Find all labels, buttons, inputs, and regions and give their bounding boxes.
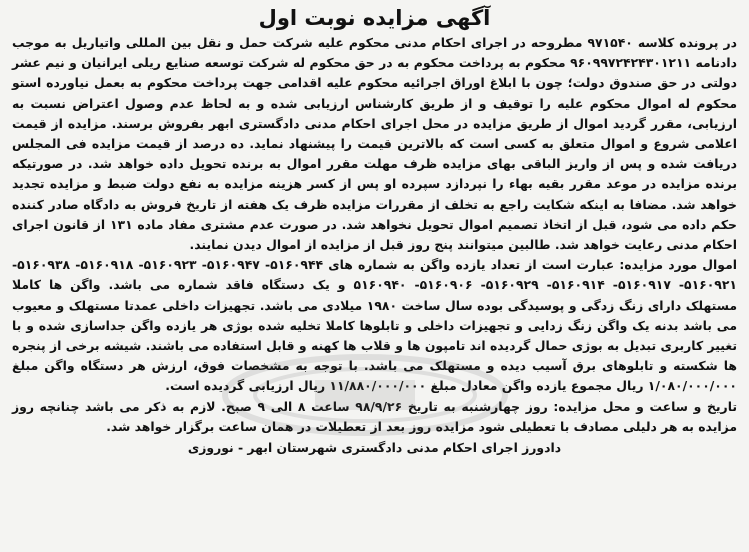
notice-intro: در پرونده کلاسه ۹۷۱۵۴۰ مطروحه در اجرای احکام مدنی محکوم علیه شرکت حمل و نقل بین المللی واتیاریل به موجب دادنامه ۹۶۰۹۹۷۲۴۲۴۳۰۱۲۱۱ محکوم به پرداخت محکوم به در حق محکوم له شرکت توسعه صنایع ریلی ایرانیان و نیم عشر دولتی در حق صندوق دولت؛ چون با ابلاغ اوراق اجرائیه محکوم علیه اقدامی جهت پرداخت محکوم به بعمل نیاورده استو محکوم له اموال محکوم علیه را توقیف و از طریق کارشناس ارزیابی شده و به لحاظ عدم وصول اعتراض نسبت به ارزیابی، مقرر گردید اموال از طریق مزایده در محل اجرای احکام مدنی دادگستری ابهر بفروش برسند. مزایده از قیمت اعلامی شروع و اموال متعلق به کسی است که بالاترین قیمت را پیشنهاد نماید. ده درصد از قیمت مزایده فی المجلس دریافت شده و پس از واریز الباقی بهای مزایده ظرف مهلت مقرر اموال به برنده تحویل داده خواهد شد. در صورتیکه برنده مزایده در موعد مقرر بقیه بهاء را نپردازد سپرده او پس از کسر هزینه مزایده به نفع دولت ضبط و مزایده تجدید خواهد شد. مضافا به اینکه شکایت راجع به تخلف از مقررات مزایده ظرف یک هفته از تاریخ فروش به دادگاه صادر کننده حکم داده می شود، قبل از اتخاذ تصمیم اموال تحویل نخواهد شد. در صورت عدم مشتری مفاد ماده ۱۳۱ از قانون اجرای احکام مدنی رعایت خواهد شد. طالبین میتوانند پنج روز قبل از مزایده از اموال دیدن نمایند. <box>12 35 737 253</box>
notice-title: آگهی مزایده نوبت اول <box>258 6 491 30</box>
date-text: روز چهارشنبه به تاریخ ۹۸/۹/۲۶ ساعت ۸ الی ۹ صبح. لازم به ذکر می باشد چنانچه روز مزایده به هر دلیلی مصادف با تعطیلی شود مزایده روز بعد از تعطیلات در همان ساعت برگزار خواهد شد. <box>12 398 737 434</box>
date-section <box>12 397 737 437</box>
signature-line: دادورز اجرای احکام مدنی دادگستری شهرستان ابهر - نوروزی <box>187 440 562 456</box>
date-label: تاریخ و ساعت و محل مزایده: <box>553 398 737 414</box>
property-label: اموال مورد مزایده: <box>619 257 737 273</box>
property-section <box>12 255 737 396</box>
property-text: عبارت است از تعداد یازده واگن به شماره های ۵۱۶۰۹۴۴- ۵۱۶۰۹۴۷- ۵۱۶۰۹۲۳- ۵۱۶۰۹۱۸- ۵۱۶۰۹۳۸- ۵۱۶۰۹۲۱- ۵۱۶۰۹۱۷- ۵۱۶۰۹۱۴- ۵۱۶۰۹۲۹- ۵۱۶۰۹۰۶- ۵۱۶۰۹۴۰ و یک دستگاه فاقد شماره می باشد. واگن ها کاملا مستهلک دارای زنگ زدگی و پوسیدگی بوده سال ساخت ۱۹۸۰ میلادی می باشد. تجهیزات داخلی عمدتا مستهلک و معیوب می باشد بدنه یک واگن زنگ زدایی و تجهیزات داخلی و تابلوها کاملا تخلیه شده بوژی هر یازده واگن جداسازی شده و با تغییر کاربری تبدیل به بوژی حمال گردیده اند تامپون ها و قلاب ها کهنه و قابل استفاده می باشند. شیشه برخی از پنجره ها شکسته و تابلوهای برق آسیب دیده و مستهلک می باشد. با توجه به مشخصات فوق، ارزش هر دستگاه واگن مبلغ ۱/۰۸۰/۰۰۰/۰۰۰ ریال مجموع یازده واگن معادل مبلغ ۱۱/۸۸۰/۰۰۰/۰۰۰ ریال ارزیابی گردیده است. <box>12 257 737 394</box>
